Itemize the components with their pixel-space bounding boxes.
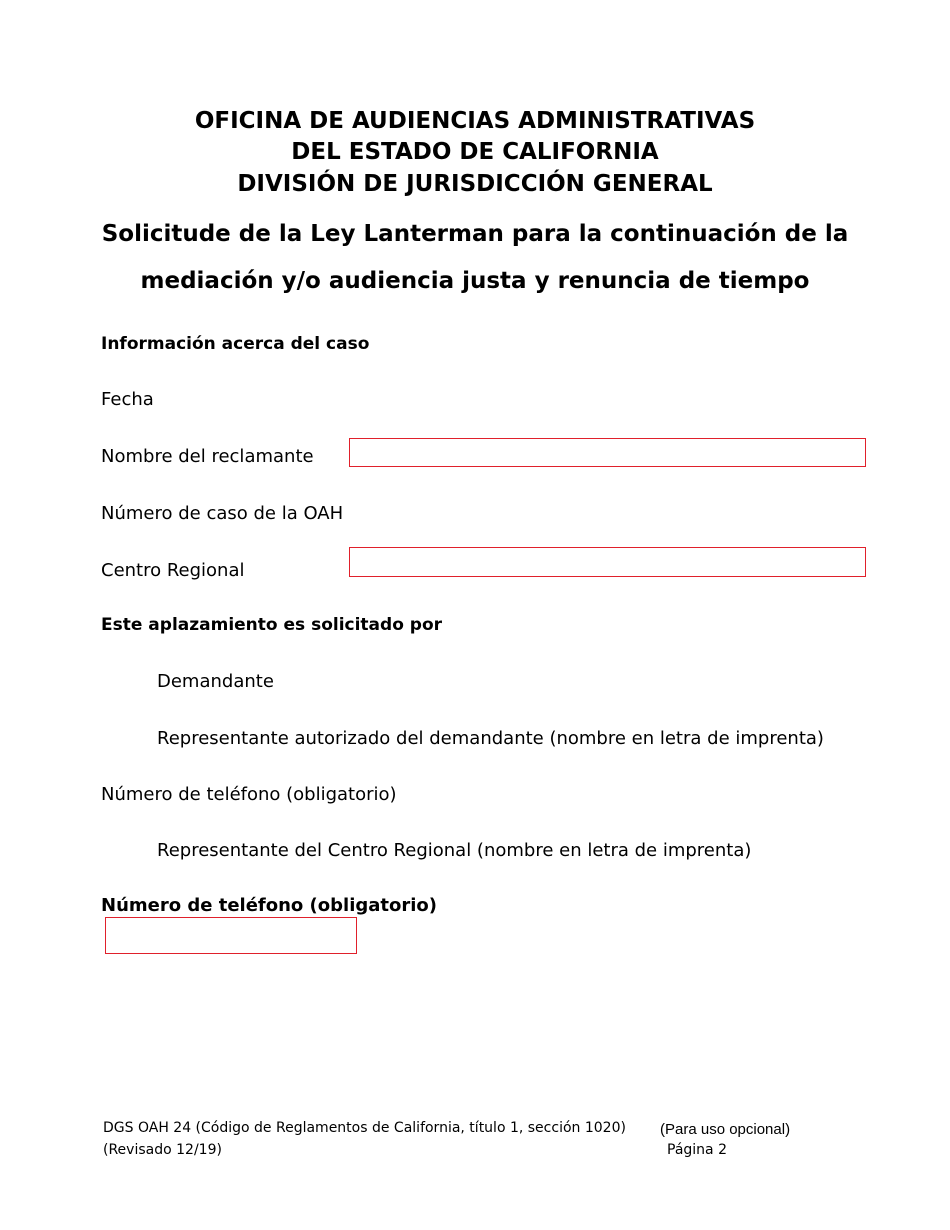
claimant-name-field[interactable] — [349, 438, 866, 467]
regional-center-field[interactable] — [349, 547, 866, 577]
division-name: DIVISIÓN DE JURISDICCIÓN GENERAL — [237, 171, 713, 197]
optional-use-note: (Para uso opcional) — [660, 1121, 791, 1138]
rep-phone-label: Número de teléfono (obligatorio) — [101, 784, 397, 805]
regional-rep-label: Representante del Centro Regional (nombre en letra de imprenta) — [157, 840, 752, 861]
date-label: Fecha — [101, 389, 154, 410]
regional-phone-field[interactable] — [105, 917, 357, 954]
authorized-rep-label: Representante autorizado del demandante (nombre en letra de imprenta) — [157, 728, 824, 749]
requested-by-heading: Este aplazamiento es solicitado por — [101, 615, 443, 635]
form-title-line1: Solicitude de la Ley Lanterman para la continuación de la — [101, 221, 849, 247]
form-title-line2: mediación y/o audiencia justa y renuncia de tiempo — [140, 268, 810, 294]
case-number-label: Número de caso de la OAH — [101, 503, 344, 524]
revision-date: (Revisado 12/19) — [103, 1142, 222, 1158]
state-name: DEL ESTADO DE CALIFORNIA — [291, 139, 659, 165]
form-id: DGS OAH 24 (Código de Reglamentos de California, título 1, sección 1020) — [103, 1120, 626, 1136]
regional-phone-label: Número de teléfono (obligatorio) — [101, 895, 438, 916]
page-number: Página 2 — [667, 1142, 727, 1158]
claimant-name-label: Nombre del reclamante — [101, 446, 314, 467]
claimant-option-label: Demandante — [157, 671, 274, 692]
case-info-heading: Información acerca del caso — [101, 334, 370, 354]
regional-center-label: Centro Regional — [101, 560, 245, 581]
agency-name: OFICINA DE AUDIENCIAS ADMINISTRATIVAS — [194, 108, 756, 134]
